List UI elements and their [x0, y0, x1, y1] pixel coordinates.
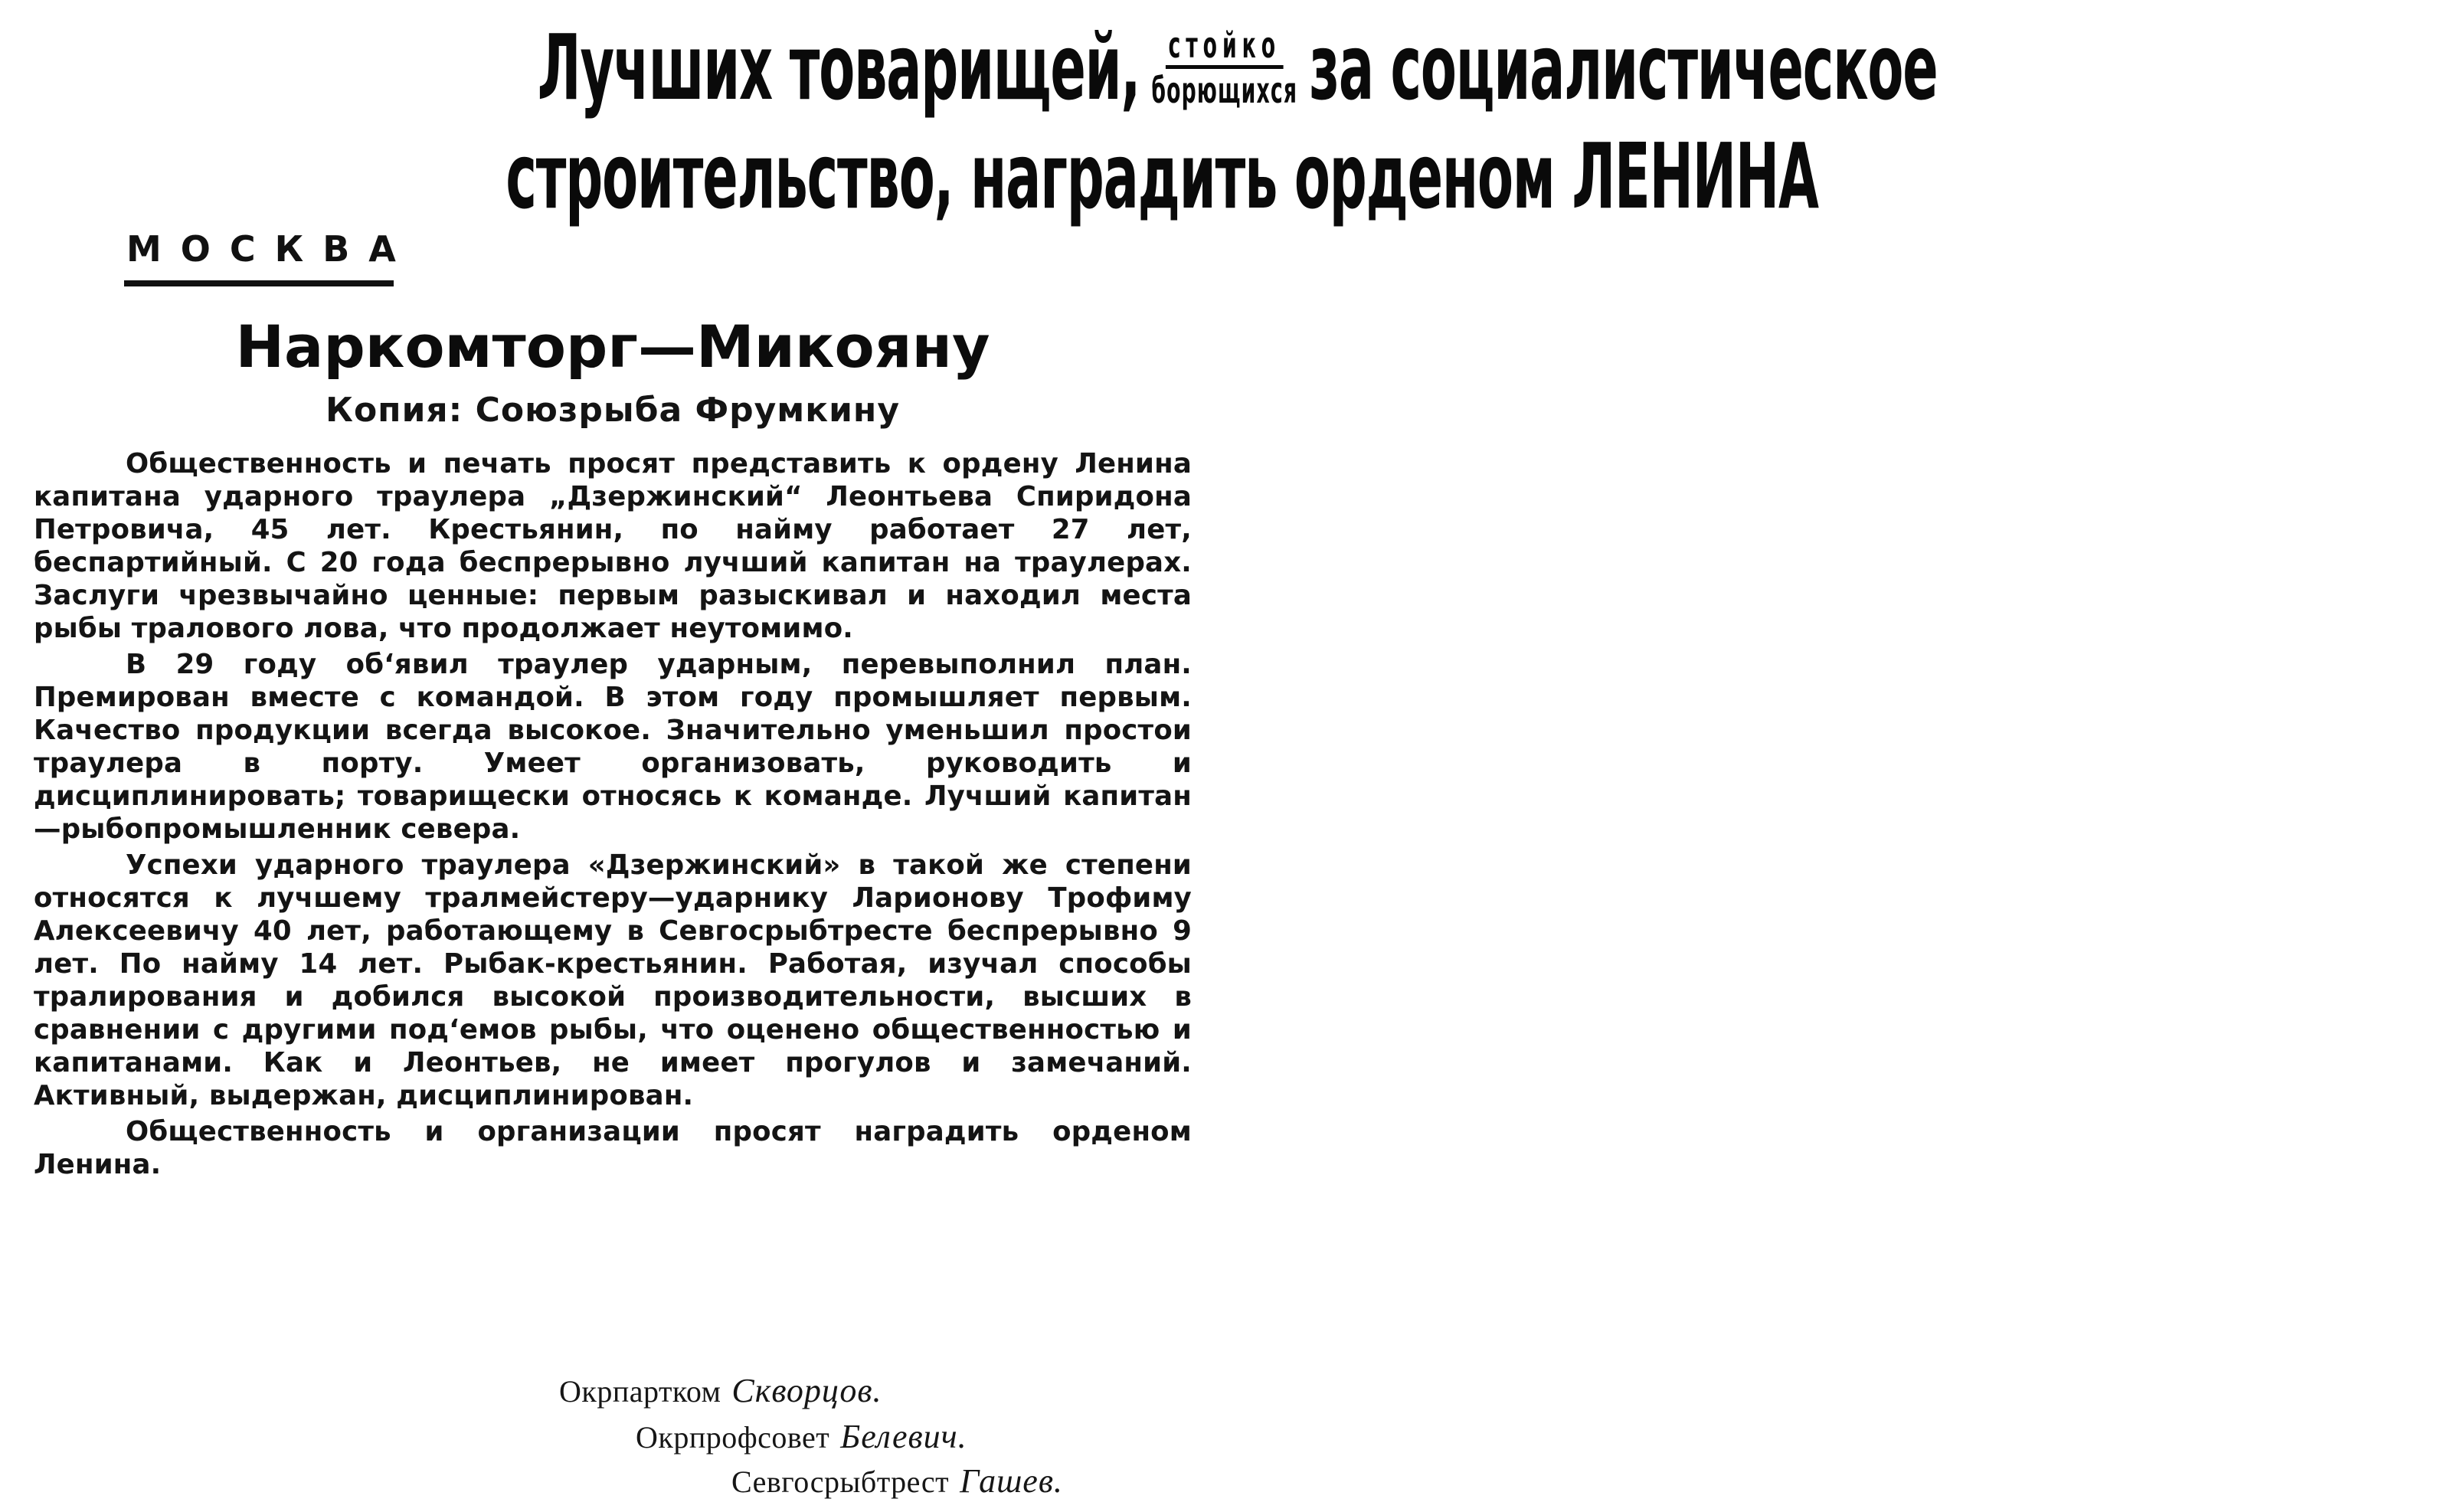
signature-org: Окрпартком [559, 1374, 721, 1409]
headline-stacked-words [1151, 25, 1297, 110]
addressee-title: Наркомторг—Микояну [235, 313, 990, 381]
signature-line-3 [731, 1461, 1063, 1502]
signature-name: Гашев. [960, 1462, 1063, 1500]
signature-line-1 [559, 1371, 882, 1412]
article-body [34, 447, 1192, 1184]
paragraph-3: Успехи ударного траулера «Дзержинский» в такой же степени относятся к лучшему тралмейстеру—ударнику Ларионову Трофиму Алексеевичу 40 лет, работающему в Севгосрыбтресте беспрерывно 9 лет. По найму 14 лет. Рыбак-крестьянин. Работая, изучал способы тралирования и добился высокой производительности, высших в сравнении с другими под‘емов рыбы, что оценено общественностью и капитанами. Как и Леонтьев, не имеет прогулов и замечаний. Активный, выдержан, дисциплинирован. [34, 849, 1192, 1111]
signature-line-2 [636, 1417, 967, 1458]
paragraph-4: Общественность и организации просят наградить орденом Ленина. [34, 1116, 1192, 1180]
paragraph-2: В 29 году об‘явил траулер ударным, перевыполнил план. Премирован вместе с командой. В этом году промышляет первым. Качество продукции всегда высокое. Значительно уменьшил простои траулера в порту. Умеет организовать, руководить и дисциплинировать; товарищески относясь к команде. Лучший капитан—рыбопромышленник севера. [34, 649, 1192, 845]
paragraph-1: Общественность и печать просят представить к ордену Ленина капитана ударного траулера „Дзержинский“ Леонтьева Спиридона Петровича, 45 лет. Крестьянин, по найму работает 27 лет, беспартийный. С 20 года беспрерывно лучший капитан на траулерах. Заслуги чрезвычайно ценные: первым разыскивал и находил места рыбы тралового лова, что продолжает неутомимо. [34, 448, 1192, 644]
signature-org: Севгосрыбтрест [731, 1465, 950, 1499]
headline-line-2-text: строительство, наградить орденом ЛЕНИНА [505, 123, 1818, 229]
headline-line-1 [31, 14, 1938, 121]
headline-stacked-top: стойко [1166, 25, 1283, 69]
signature-org: Окрпрофсовет [636, 1420, 830, 1455]
signature-name: Скворцов. [731, 1372, 882, 1409]
headline-end: за социалистическое [1309, 15, 1938, 120]
dateline-city: МОСКВА [126, 228, 415, 270]
headline-stacked-bottom: борющихся [1151, 69, 1298, 111]
headline-line-2 [31, 123, 1818, 230]
headline-start: Лучших товарищей, [537, 15, 1140, 120]
dateline-rule [124, 280, 394, 286]
signature-name: Белевич. [840, 1418, 967, 1455]
addressee-copy: Копия: Союзрыба Фрумкину [325, 391, 901, 430]
